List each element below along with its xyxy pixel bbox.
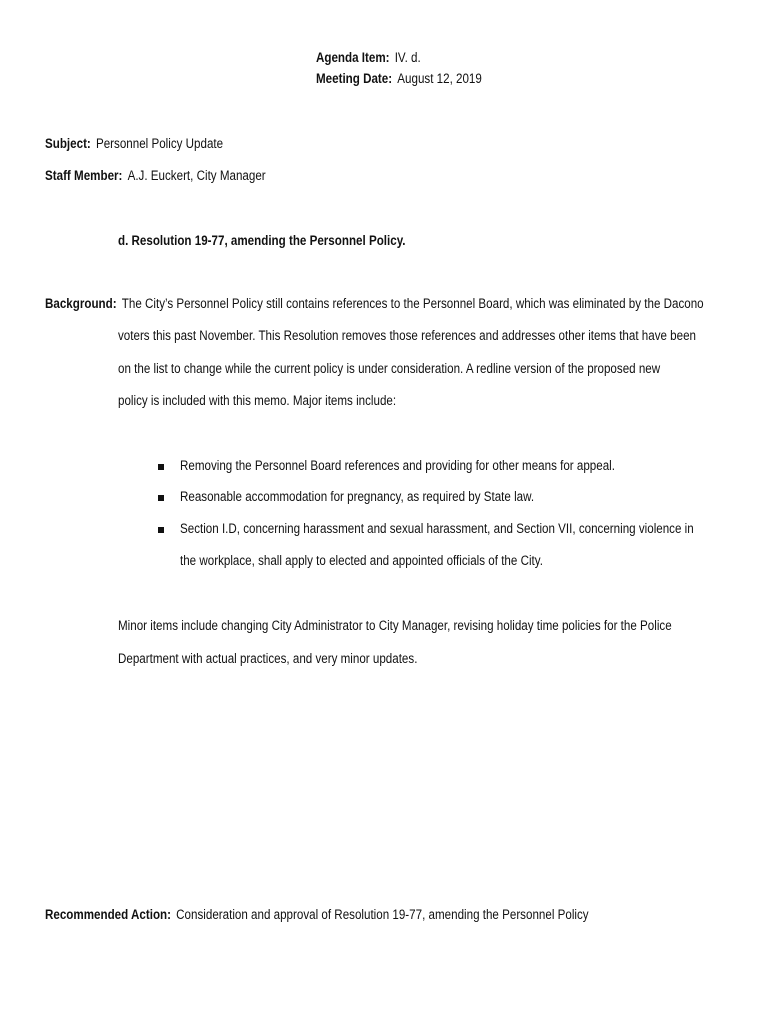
subject-label: Subject:: [45, 136, 91, 151]
minor-items-paragraph: [118, 610, 770, 675]
subject-line: [45, 136, 223, 151]
recommended-action-line: [45, 907, 589, 922]
agenda-item-label: Agenda Item:: [316, 50, 390, 65]
background-paragraph: [118, 320, 770, 418]
bullet-icon: [158, 464, 164, 470]
meeting-date-label: Meeting Date:: [316, 71, 393, 86]
subject-value: Personnel Policy Update: [95, 136, 224, 151]
minor-line-2: Department with actual practices, and very minor updates.: [118, 650, 418, 666]
minor-line-1: Minor items include changing City Administrator to City Manager, revising holiday time policies for the Police: [118, 618, 672, 633]
background-line-1: The City’s Personnel Policy still contains references to the Personnel Board, which was eliminated by the Dacono: [121, 296, 704, 311]
recommended-action-value: Consideration and approval of Resolution 19-77, amending the Personnel Policy: [176, 907, 589, 922]
list-item-text: the workplace, shall apply to elected and appointed officials of the City.: [180, 553, 543, 568]
bullet-icon: [158, 495, 164, 501]
background-first-line: [45, 296, 704, 311]
staff-member-line: [45, 168, 266, 183]
list-item-text: Removing the Personnel Board references and providing for other means for appeal.: [180, 458, 615, 473]
document-title: d. Resolution 19-77, amending the Personnel Policy.: [118, 233, 406, 248]
background-line-2: voters this past November. This Resolution removes those references and addresses other items that have been: [118, 328, 697, 343]
background-label: Background:: [45, 296, 117, 311]
bullet-icon: [158, 527, 164, 533]
list-item-text: Reasonable accommodation for pregnancy, as required by State law.: [180, 489, 535, 504]
meeting-date-line: [316, 71, 482, 86]
staff-member-label: Staff Member:: [45, 168, 123, 183]
list-item-text: Section I.D, concerning harassment and sexual harassment, and Section VII, concerning violence in: [180, 521, 694, 536]
agenda-item-value: IV. d.: [394, 50, 421, 65]
agenda-item-line: [316, 50, 421, 65]
background-line-3: on the list to change while the current policy is under consideration. A redline version of the proposed new: [118, 360, 661, 376]
staff-member-value: A.J. Euckert, City Manager: [127, 168, 266, 183]
recommended-action-label: Recommended Action:: [45, 907, 172, 922]
meeting-date-value: August 12, 2019: [397, 71, 482, 86]
background-line-4: policy is included with this memo. Major items include:: [118, 393, 397, 408]
